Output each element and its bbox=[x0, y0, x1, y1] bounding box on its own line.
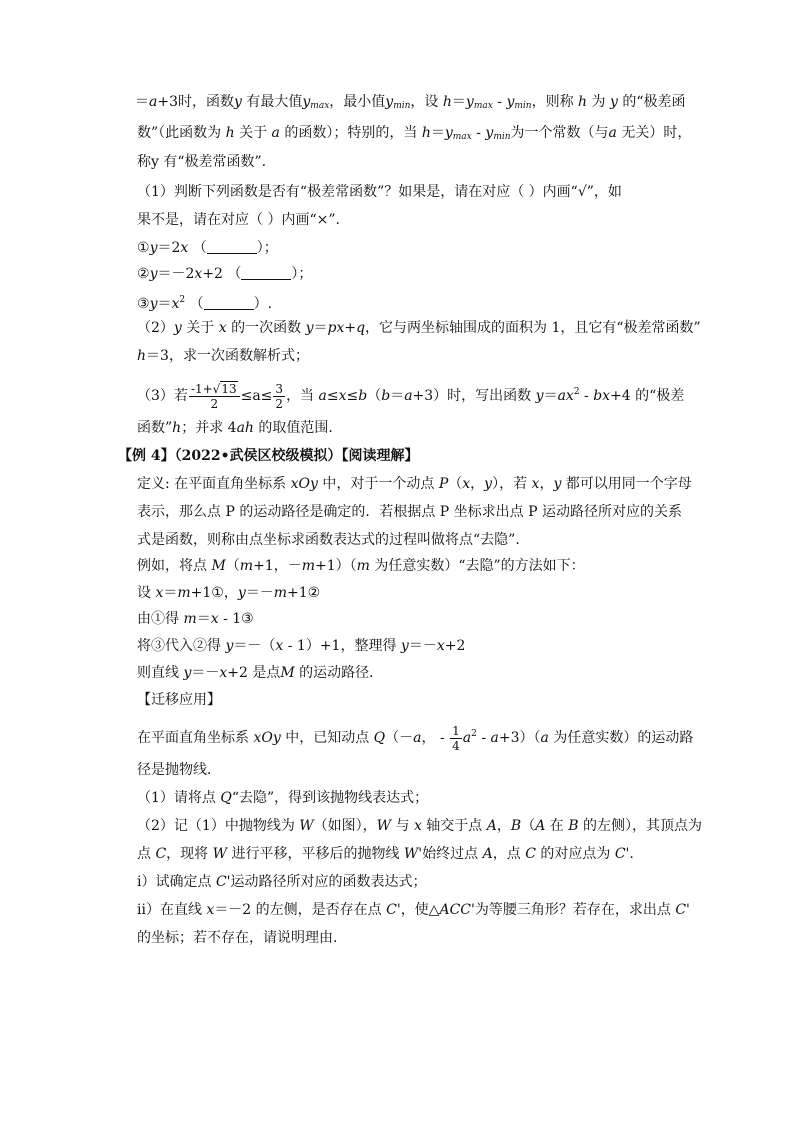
transfer-application-header: 【迁移应用】 bbox=[137, 692, 221, 708]
fraction-one-quarter: $\frac{1}{4}$ bbox=[452, 723, 460, 753]
definition-line-2: 表示，那么点 P 的运动路径是确定的．若根据点 P 坐标求出点 P 运动路径所对应的关系 bbox=[137, 504, 682, 520]
question-2-line-b: h＝3，求一次函数解析式； bbox=[137, 348, 309, 364]
fraction-upper-bound: $\frac{3}{2}$ bbox=[275, 381, 284, 411]
part-2-i: ⅰ）试确定点 C'运动路径所对应的函数表达式； bbox=[137, 874, 427, 890]
example-4-header: 【例 4】（2022•武侯区校级模拟）【阅读理解】 bbox=[118, 448, 419, 464]
text-line-3: 称y 有“极差常函数”. bbox=[137, 154, 267, 170]
question-2-line-a: （2）y 关于 x 的一次函数 y＝px+q，它与两坐标轴围成的面积为 1，且它有“极差常函数” bbox=[137, 320, 701, 336]
example-line-1: 例如，将点 M（m+1，－m+1）（m 为任意实数）“去隐”的方法如下： bbox=[137, 558, 585, 574]
option-2: ②y＝－2x+2 （ ）； bbox=[137, 266, 313, 282]
example-line-4: 将③代入②得 y＝－（x - 1）+1，整理得 y＝－x+2 bbox=[137, 638, 466, 654]
fraction-lower-bound: $\frac{-1+√13}{2}$ bbox=[189, 382, 240, 411]
answer-blank-2[interactable] bbox=[241, 266, 291, 280]
question-3-line-a: （3）若 $\frac{-1+√13}{2}$ ≤a≤ $\frac{3}{2}$ ，当 a≤x≤b（b＝a+3）时，写出函数 $y=ax^2 - bx+4$ 的“极差 bbox=[137, 381, 685, 411]
text-line-2: 数”（此函数为 h 关于 a 的函数）；特别的，当 $h=y_{max} - y_{min}$为一个常数（与a 无关）时， bbox=[137, 125, 692, 142]
question-1-line-b: 果不是，请在对应（ ）内画“×”. bbox=[137, 212, 340, 228]
migration-line-1: 在平面直角坐标系 xOy 中，已知动点 Q（－a， - $\frac{1}{4}$ $a^2 - a+3)(a$ 为任意实数）的运动路 bbox=[137, 723, 694, 753]
answer-blank-3[interactable] bbox=[204, 296, 254, 310]
part-2-line-a: （2）记（1）中抛物线为 W（如图），W 与 x 轴交于点 A，B（A 在 B 的左侧），其顶点为 bbox=[137, 818, 702, 834]
example-line-3: 由①得 m＝x - 1③ bbox=[137, 611, 254, 627]
text-line-1: ＝a+3时，函数y 有最大值$y_{max}$，最小值$y_{min}$，设 $h=y_{max} - y_{min}$，则称 h 为 y 的“极差函 bbox=[135, 94, 686, 111]
answer-blank-1[interactable] bbox=[207, 240, 257, 254]
migration-line-2: 径是抛物线． bbox=[137, 762, 221, 778]
option-3: $③y=x^2$ （ ）. bbox=[137, 295, 273, 312]
part-2-line-b: 点 C，现将 W 进行平移，平移后的抛物线 W'始终过点 A，点 C 的对应点为 C'. bbox=[137, 846, 634, 862]
part-1-question: （1）请将点 Q“去隐”，得到该抛物线表达式； bbox=[137, 790, 429, 806]
example-line-2: 设 x＝m+1①，y＝－m+1② bbox=[137, 585, 321, 601]
definition-line-3: 式是函数，则称由点坐标求函数表达式的过程叫做将点“去隐”. bbox=[137, 532, 520, 548]
question-3-line-b: 函数”h；并求 4ah 的取值范围. bbox=[137, 420, 333, 436]
part-2-ii-line-a: ⅱ）在直线 x＝－2 的左侧，是否存在点 C'，使△ACC'为等腰三角形？若存在，求出点 C' bbox=[137, 902, 690, 918]
part-2-ii-line-b: 的坐标；若不存在，请说明理由. bbox=[137, 930, 338, 946]
question-1-line-a: （1）判断下列函数是否有“极差常函数”？如果是，请在对应（ ）内画“√”，如 bbox=[137, 184, 622, 200]
definition-line-1: 定义: 在平面直角坐标系 xOy 中，对于一个动点 P（x，y），若 x，y 都可以用同一个字母 bbox=[137, 476, 692, 492]
option-1: ①y＝2x （ ）； bbox=[137, 240, 278, 256]
example-line-5: 则直线 y＝－x+2 是点M 的运动路径． bbox=[137, 665, 384, 681]
